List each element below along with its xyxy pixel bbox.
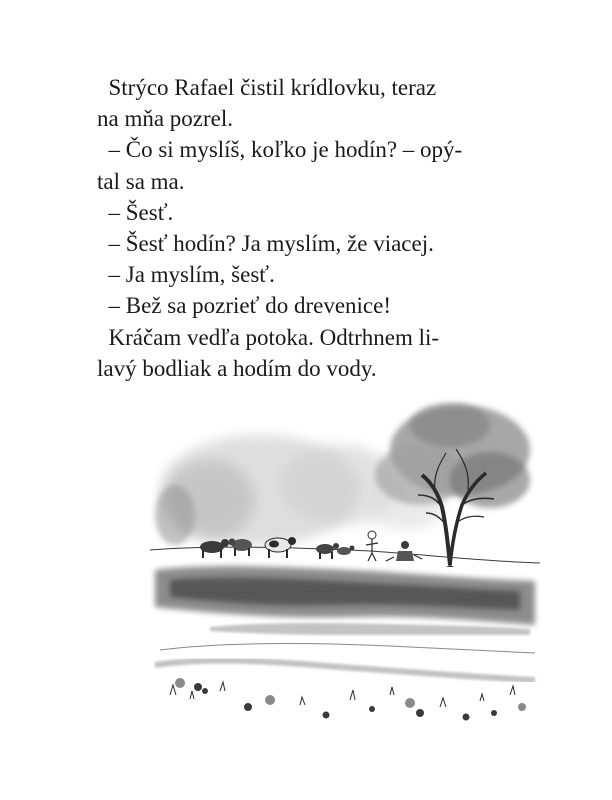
story-line: – Šesť hodín? Ja myslím, že viacej. [97,230,434,256]
story-line: – Šesť. [97,199,174,225]
story-line: – Bež sa pozrieť do drevenice! [97,293,392,319]
cows [200,537,355,559]
story-text [97,72,547,384]
story-line: Kráčam vedľa potoka. Odtrhnem li- [97,324,440,350]
figures [366,531,422,561]
story-line: – Ja myslím, šesť. [97,262,275,288]
story-line: Strýco Rafael čistil krídlovku, teraz [97,75,437,100]
story-line: na mňa pozrel. [97,106,234,132]
tree [375,403,530,567]
landscape-illustration [150,395,540,740]
foreground [155,661,535,721]
story-line: tal sa ma. [97,168,185,194]
stream [155,566,535,653]
story-line: – Čo si myslíš, koľko je hodín? – opý- [97,137,463,163]
story-line: lavý bodliak a hodím do vody. [97,355,377,381]
